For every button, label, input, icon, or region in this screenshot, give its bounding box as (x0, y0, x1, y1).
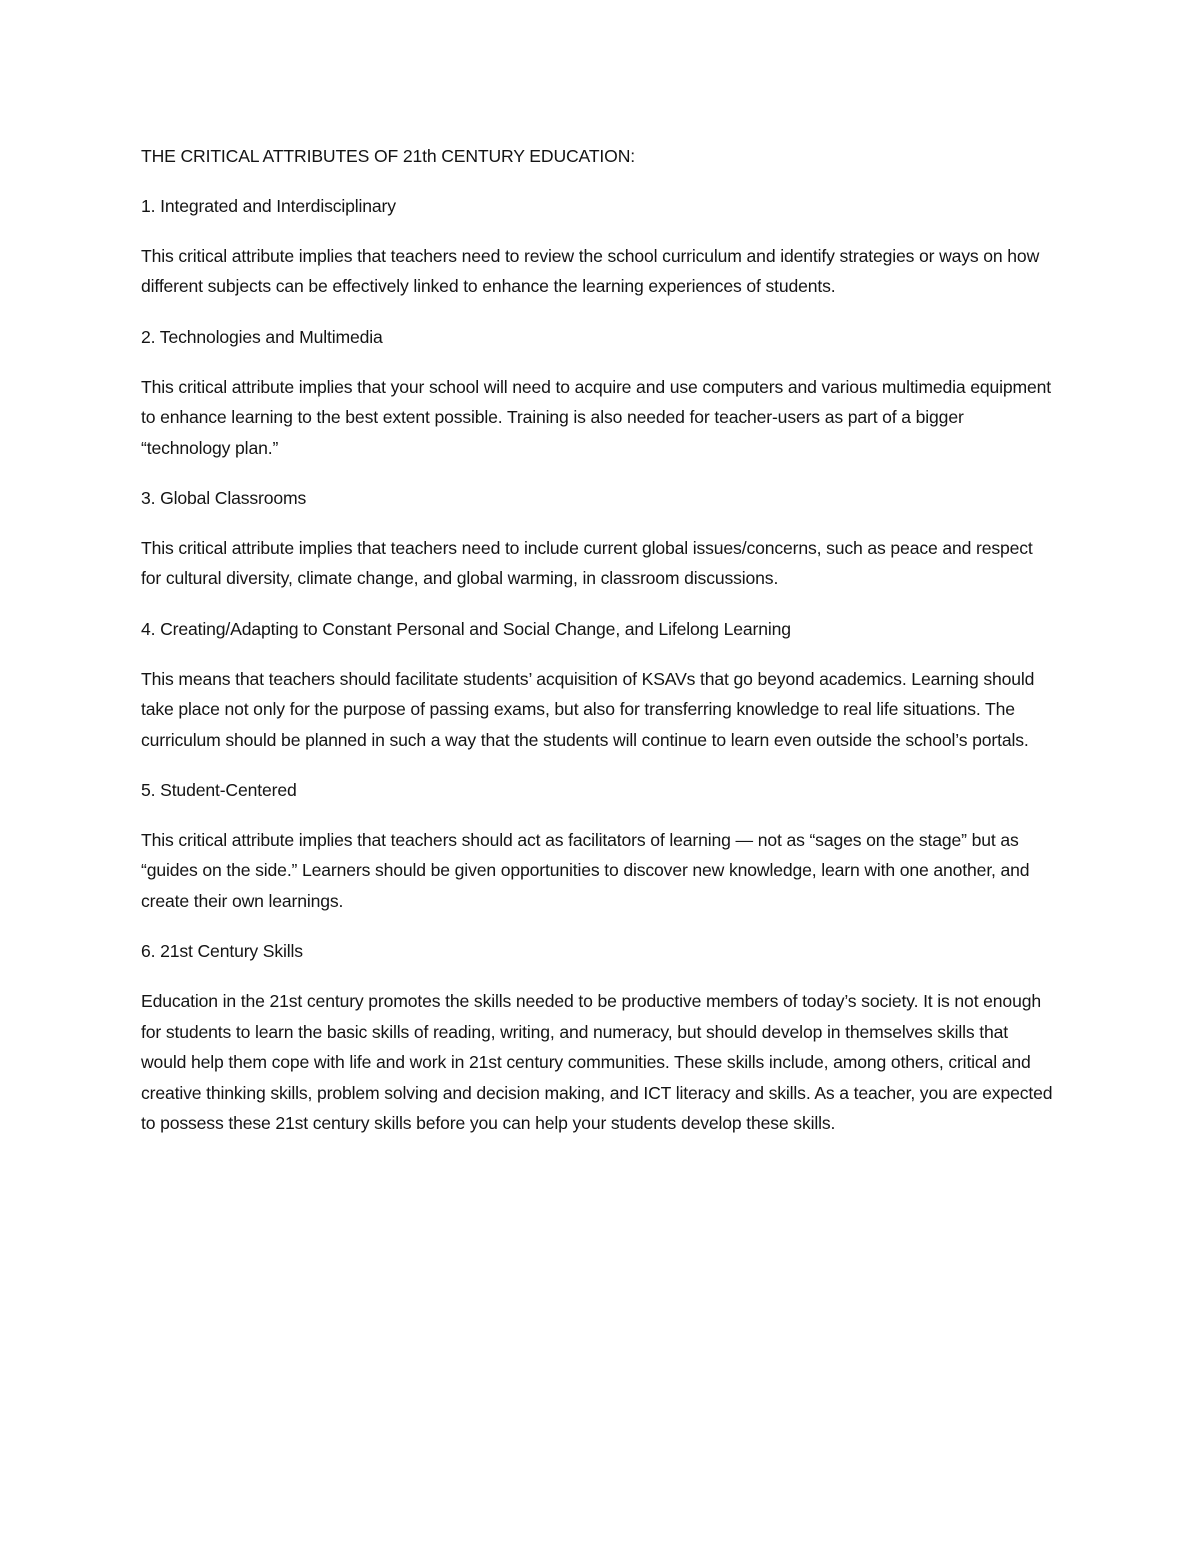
section-paragraph: This critical attribute implies that teachers need to include current global issues/concerns, such as peace and respect for cultural diversity, climate change, and global warming, in classroom discussions. (141, 538, 1033, 589)
section-technologies-multimedia (141, 322, 1056, 463)
section-heading: 4. Creating/Adapting to Constant Personal and Social Change, and Lifelong Learning (141, 618, 791, 639)
document-body (141, 141, 1056, 1138)
section-lifelong-learning (141, 614, 1056, 755)
section-paragraph: Education in the 21st century promotes the skills needed to be productive members of today’s society. It is not enough for students to learn the basic skills of reading, writing, and numeracy, but should develop in themselves skills that would help them cope with life and work in 21st century communities. These skills include, among others, critical and creative thinking skills, problem solving and decision making, and ICT literacy and skills. As a teacher, you are expected to possess these 21st century skills before you can help your students develop these skills. (141, 991, 1053, 1133)
section-heading: 1. Integrated and Interdisciplinary (141, 196, 396, 216)
section-paragraph: This means that teachers should facilitate students’ acquisition of KSAVs that go beyond academics. Learning should take place not only for the purpose of passing exams, but also for transferring knowledge to real life situations. The curriculum should be planned in such a way that the students will continue to learn even outside the school’s portals. (141, 668, 1035, 750)
section-21st-century-skills (141, 936, 1056, 1138)
section-heading: 3. Global Classrooms (141, 488, 307, 509)
section-integrated-interdisciplinary (141, 191, 1056, 302)
section-paragraph: This critical attribute implies that teachers should act as facilitators of learning — not as “sages on the stage” but as “guides on the side.” Learners should be given opportunities to discover new knowledge, learn with one another, and create their own learnings. (141, 830, 1030, 911)
section-heading: 6. 21st Century Skills (141, 941, 303, 962)
section-paragraph: This critical attribute implies that teachers need to review the school curriculum and identify strategies or ways on how different subjects can be effectively linked to enhance the learning experiences of students. (141, 246, 1040, 297)
section-heading: 5. Student-Centered (141, 780, 297, 801)
section-global-classrooms (141, 483, 1056, 594)
section-student-centered (141, 775, 1056, 916)
section-paragraph: This critical attribute implies that your school will need to acquire and use computers and various multimedia equipment to enhance learning to the best extent possible. Training is also needed for teacher-users as part of a bigger “technology plan.” (141, 376, 1052, 458)
document-title: THE CRITICAL ATTRIBUTES OF 21th CENTURY EDUCATION: (141, 146, 635, 166)
section-heading: 2. Technologies and Multimedia (141, 326, 383, 347)
